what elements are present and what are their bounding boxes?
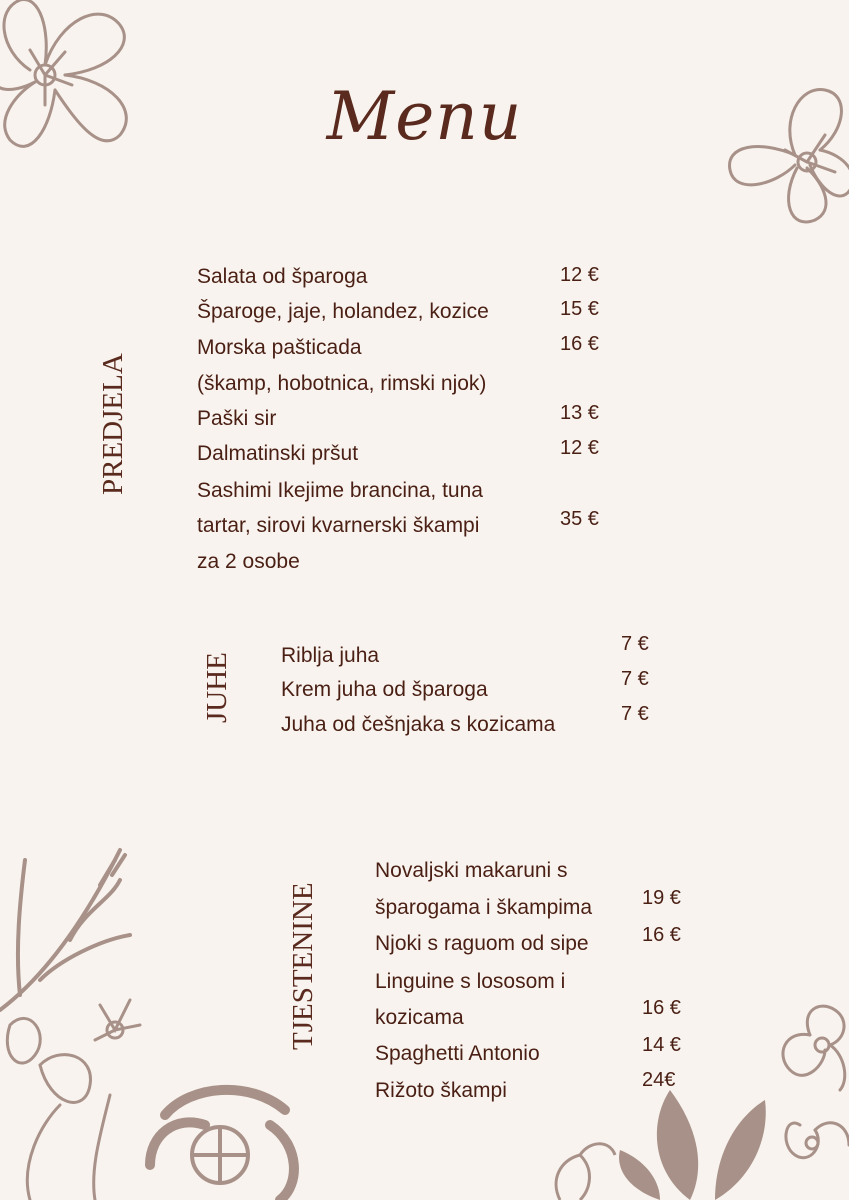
menu-item-price: 35 € xyxy=(560,508,599,530)
menu-item-price: 24€ xyxy=(642,1069,676,1091)
section-label-tjestenine: TJESTENINE xyxy=(287,882,319,1050)
menu-item-price: 14 € xyxy=(642,1034,681,1056)
menu-item-price: 12 € xyxy=(560,264,599,286)
menu-item-price: 13 € xyxy=(560,402,599,424)
menu-item-name: Krem juha od šparoga xyxy=(281,678,488,701)
menu-item-name: Linguine s lososom i xyxy=(375,970,566,993)
menu-title: Menu xyxy=(326,78,523,155)
menu-item-name: Šparoge, jaje, holandez, kozice xyxy=(197,300,489,323)
menu-item-name-line: za 2 osobe xyxy=(197,550,300,573)
menu-item-name: Salata od šparoga xyxy=(197,265,368,288)
menu-item-name: Morska pašticada xyxy=(197,336,362,359)
menu-item-name: Njoki s raguom od sipe xyxy=(375,932,589,955)
menu-item-name: Sashimi Ikejime brancina, tuna xyxy=(197,479,483,502)
menu-item-name: Dalmatinski pršut xyxy=(197,442,359,465)
section-label-predjela: PREDJELA xyxy=(97,353,129,495)
menu-item-name: Novaljski makaruni s xyxy=(375,859,568,882)
menu-item-price: 12 € xyxy=(560,437,599,459)
menu-item-name-line: tartar, sirovi kvarnerski škampi xyxy=(197,514,480,537)
section-label-juhe: JUHE xyxy=(201,652,233,723)
menu-item-price: 16 € xyxy=(560,333,599,355)
menu-item-price: 15 € xyxy=(560,298,599,320)
flower-icon xyxy=(770,995,849,1200)
menu-item-name: Paški sir xyxy=(197,407,277,430)
menu-item-price: 7 € xyxy=(621,633,649,655)
menu-item-name: Spaghetti Antonio xyxy=(375,1042,540,1065)
menu-item-price: 16 € xyxy=(642,997,681,1019)
menu-item-price: 7 € xyxy=(621,668,649,690)
menu-item-name-line: kozicama xyxy=(375,1006,464,1029)
menu-item-name: Riblja juha xyxy=(281,644,380,667)
menu-item-price: 19 € xyxy=(642,887,681,909)
menu-item-name: Juha od češnjaka s kozicama xyxy=(281,713,556,736)
menu-item-price: 7 € xyxy=(621,703,649,725)
menu-item-price: 16 € xyxy=(642,924,681,946)
menu-item-name-line: (škamp, hobotnica, rimski njok) xyxy=(197,372,487,395)
menu-item-name: Rižoto škampi xyxy=(375,1079,507,1102)
menu-item-name-line: šparogama i škampima xyxy=(375,896,593,919)
